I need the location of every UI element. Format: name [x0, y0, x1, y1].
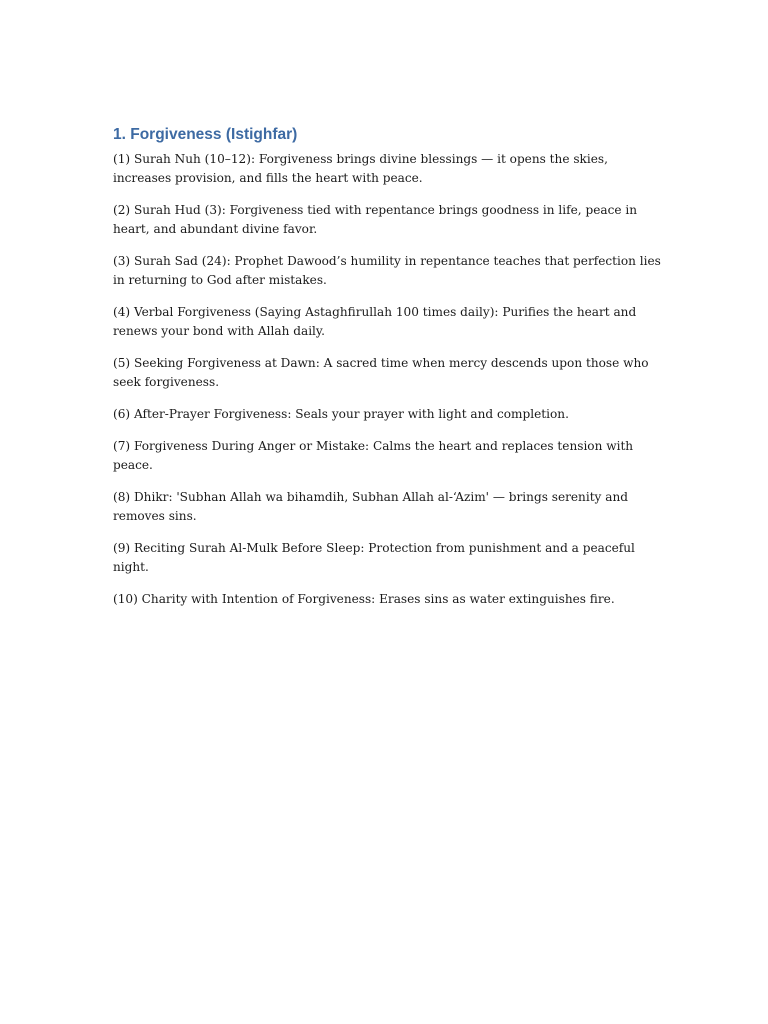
paragraph-5: (5) Seeking Forgiveness at Dawn: A sacred time when mercy descends upon those who seek forgiveness.	[113, 356, 649, 389]
paragraph-6: (6) After-Prayer Forgiveness: Seals your prayer with light and completion.	[113, 407, 569, 421]
document-body	[113, 124, 663, 622]
paragraph-1: (1) Surah Nuh (10–12): Forgiveness brings divine blessings — it opens the skies, increases provision, and fills the heart with peace.	[113, 152, 608, 185]
paragraph-8: (8) Dhikr: 'Subhan Allah wa bihamdih, Subhan Allah al-‘Azim' — brings serenity and removes sins.	[113, 490, 628, 523]
paragraph-7: (7) Forgiveness During Anger or Mistake: Calms the heart and replaces tension with peace.	[113, 439, 634, 472]
section-heading: 1. Forgiveness (Istighfar)	[113, 126, 298, 143]
paragraph-10: (10) Charity with Intention of Forgiveness: Erases sins as water extinguishes fire.	[113, 592, 615, 606]
paragraph-4: (4) Verbal Forgiveness (Saying Astaghfirullah 100 times daily): Purifies the heart and renews your bond with Allah daily.	[113, 305, 637, 338]
paragraph-3: (3) Surah Sad (24): Prophet Dawood’s humility in repentance teaches that perfection lies in returning to God after mistakes.	[113, 254, 661, 287]
paragraph-9: (9) Reciting Surah Al-Mulk Before Sleep: Protection from punishment and a peaceful night.	[113, 541, 635, 574]
paragraph-2: (2) Surah Hud (3): Forgiveness tied with repentance brings goodness in life, peace in heart, and abundant divine favor.	[113, 203, 637, 236]
